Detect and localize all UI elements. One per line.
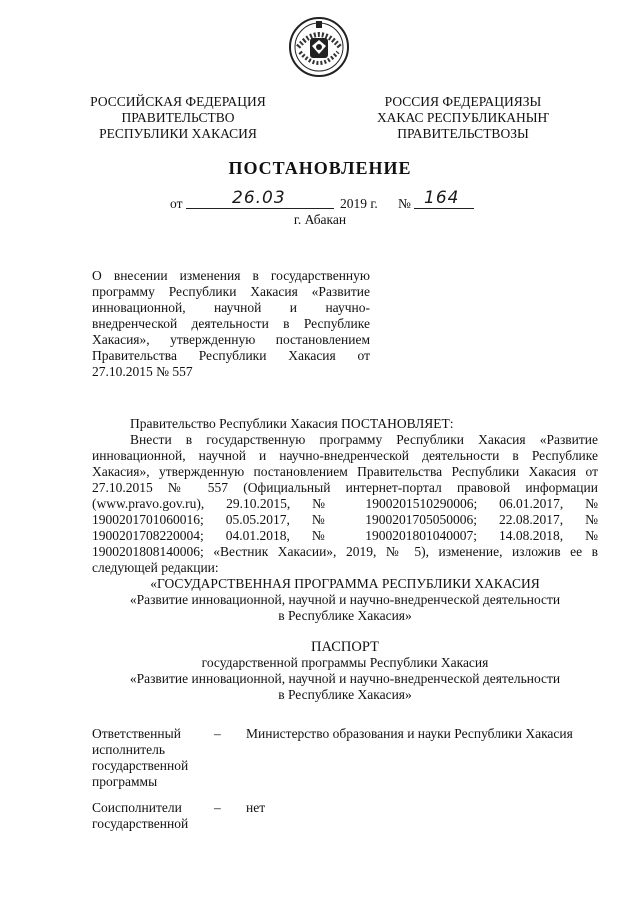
passport-row: [92, 726, 612, 790]
row-dash: –: [214, 726, 221, 741]
body-paragraph: Внести в государственную программу Республики Хакасия «Развитие инновационной, научной и научно-внедренческой деятельности в Республике Хакасия», утвержденную постановлением Правительства Республики Хакасия от 27.10.2015 № 557 (Официальный интернет-портал правовой информации (www.pravo.gov.ru), 29.10.2015, № 1900201510290006; 06.01.2017, № 1900201701060016; 05.05.2017, № 1900201705050006; 22.08.2017, № 1900201708220004; 04.01.2018, № 1900201801040007; 14.08.2018, № 1900201808140006; «Вестник Хакасии», 2019, № 5), изменение, изложив ее в следующей редакции:: [92, 432, 598, 575]
row-label: Ответственный исполнитель государственной программы: [92, 726, 189, 789]
header-left-line: ПРАВИТЕЛЬСТВО: [121, 110, 235, 125]
passport-line: в Республике Хакасия»: [278, 687, 412, 702]
passport-line: «Развитие инновационной, научной и научно-внедренческой деятельности: [129, 671, 561, 686]
passport-row: [92, 800, 612, 834]
header-right-line: ХАКАС РЕСПУБЛИКАНЫҤ: [376, 110, 550, 125]
header-left-block: [86, 94, 270, 142]
date-year: 2019 г.: [340, 196, 378, 211]
date-prefix: от: [170, 196, 183, 211]
number-handwritten: 164: [424, 188, 460, 208]
program-title: [92, 576, 598, 624]
program-title-line: в Республике Хакасия»: [278, 608, 412, 623]
passport-heading: ПАСПОРТ: [311, 639, 379, 655]
date-number-line: [0, 186, 640, 214]
coat-of-arms-icon: [288, 16, 350, 78]
date-handwritten: 26.03: [232, 188, 286, 208]
number-underline: [414, 208, 474, 209]
passport-line: государственной программы Республики Хакасия: [201, 655, 489, 670]
city: г. Абакан: [293, 212, 347, 227]
passport-heading-block: [92, 639, 598, 703]
date-underline: [186, 208, 334, 209]
document-body: [92, 416, 598, 576]
header-left-line: РОССИЙСКАЯ ФЕДЕРАЦИЯ: [90, 94, 266, 109]
row-value: Министерство образования и науки Республики Хакасия: [246, 726, 573, 741]
row-value: нет: [246, 800, 266, 815]
decree-line: Правительство Республики Хакасия ПОСТАНОВЛЯЕТ:: [130, 416, 454, 431]
header-left-line: РЕСПУБЛИКИ ХАКАСИЯ: [99, 126, 257, 141]
row-dash: –: [214, 800, 221, 815]
row-label: Соисполнители государственной: [92, 800, 189, 831]
header-right-line: РОССИЯ ФЕДЕРАЦИЯЗЫ: [384, 94, 542, 109]
document-subject: О внесении изменения в государственную программу Республики Хакасия «Развитие инновационной, научной и научно-внедренческой деятельности в Республике Хакасия», утвержденную постановлением Правительства Республики Хакасия от 27.10.2015 № 557: [92, 268, 370, 379]
program-title-line: «ГОСУДАРСТВЕННАЯ ПРОГРАММА РЕСПУБЛИКИ ХАКАСИЯ: [150, 576, 540, 591]
header-right-line: ПРАВИТЕЛЬСТВОЗЫ: [397, 126, 529, 141]
document-title: ПОСТАНОВЛЕНИЕ: [228, 158, 412, 178]
number-label: №: [398, 196, 411, 211]
header-right-block: [368, 94, 558, 142]
program-title-line: «Развитие инновационной, научной и научно-внедренческой деятельности: [129, 592, 561, 607]
